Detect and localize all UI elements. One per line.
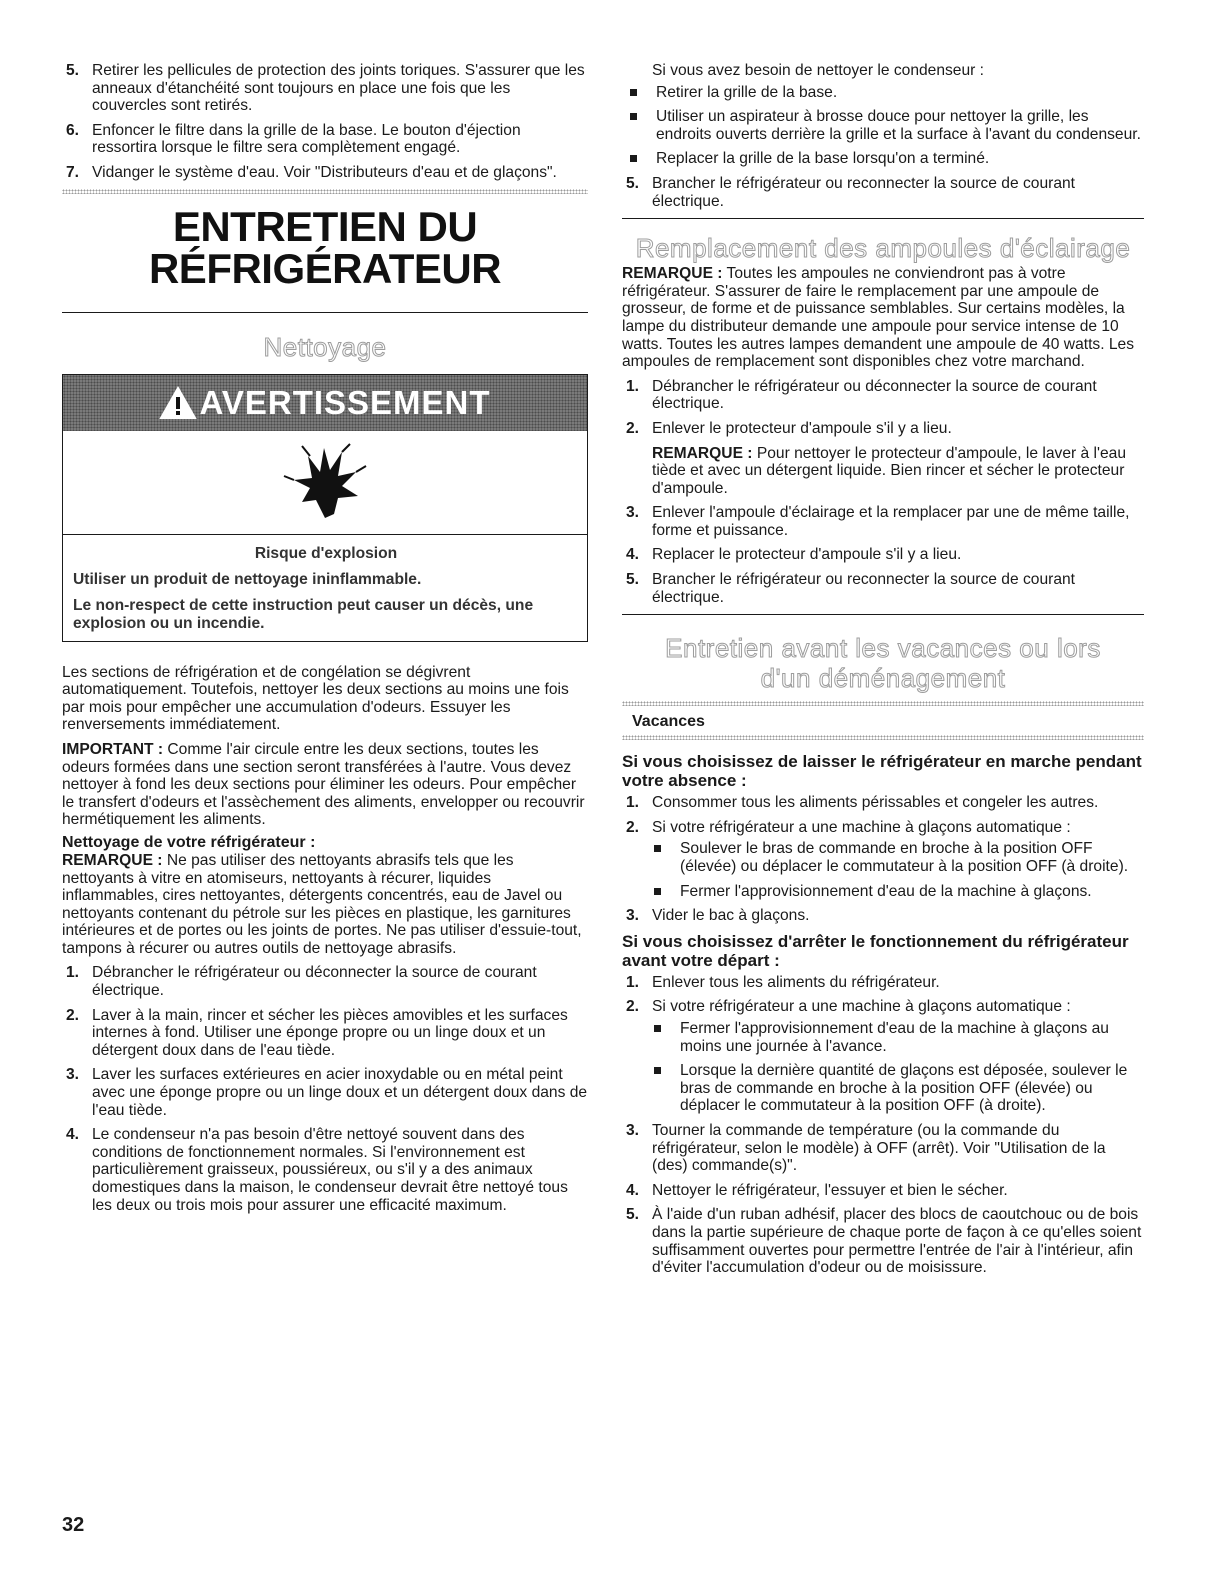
dotted-divider: [62, 189, 588, 194]
list-item: 4. Le condenseur n'a pas besoin d'être nettoyé souvent dans des conditions de fonctionnement normales. Si l'environnement est particulièrement graisseux, poussiéreux, ou s'il y a des animaux domestiques dans la maison, le condenseur devrait être nettoyé tous les deux ou trois mois pour assurer une efficacité maximum.: [66, 1126, 568, 1214]
list-item: Lorsque la dernière quantité de glaçons est déposée, soulever le bras de commande en broche à la position OFF (élevée) ou déplacer le commutateur à la position OFF (à droite).: [650, 1062, 1144, 1115]
dotted-divider: [622, 701, 1144, 706]
bulb-steps-2: [622, 504, 1144, 606]
list-item: 3. Laver les surfaces extérieures en acier inoxydable ou en métal peint avec une éponge propre ou un linge doux et un détergent doux dans de l'eau tiède.: [66, 1066, 588, 1119]
list-item: 1. Consommer tous les aliments périssables et congeler les autres.: [626, 794, 1099, 812]
para-remarque: REMARQUE : Ne pas utiliser des nettoyants abrasifs tels que les nettoyants à vitre en atomiseurs, nettoyants à récurer, liquides inflammables, cires nettoyantes, détergents concentrés, eau de Javel ou nettoyants contenant du pétrole sur les pièces en plastique, les garnitures intérieures et de portes ou les joints de portes. Ne pas utiliser d'essuie-tout, tampons à récurer ou autres outils de nettoyage abrasifs.: [62, 851, 582, 957]
list-item: 2. Si votre réfrigérateur a une machine à glaçons automatique : Fermer l'approvisionnement d'eau de la machine à glaçons au moins une journée à l'avance. Lorsque la dernière quantité de glaçons est déposée, soulever le bras de commande en broche à la position OFF (élevée) ou déplacer le commutateur à la position OFF (à droite).: [622, 998, 1144, 1115]
page-number: 32: [62, 1514, 85, 1536]
divider: [62, 312, 588, 313]
list-item: 2. Laver à la main, rincer et sécher les pièces amovibles et les surfaces internes à fond. Utiliser une éponge propre ou un linge doux et un détergent doux dans de l'eau tiède.: [66, 1006, 568, 1059]
dotted-divider: [622, 735, 1144, 740]
list-item: 3. Tourner la commande de température (ou la commande du réfrigérateur, selon le modèle) à OFF (arrêt). Voir "Utilisation de la (des) commande(s)".: [626, 1121, 1106, 1175]
cleaning-heading: Nettoyage de votre réfrigérateur :: [62, 833, 316, 851]
right-column: [622, 62, 1144, 1284]
bulb-note: REMARQUE : Pour nettoyer le protecteur d'ampoule, le laver à l'eau tiède et avec un détergent liquide. Bien rincer et sécher le protecteur d'ampoule.: [652, 444, 1126, 497]
list-item: 6. Enfoncer le filtre dans la grille de la base. Le bouton d'éjection ressortira lorsque le filtre sera complètement engagé.: [66, 121, 521, 157]
list-item: 1. Débrancher le réfrigérateur ou déconnecter la source de courant électrique.: [626, 377, 1097, 413]
section-title-nettoyage: Nettoyage: [263, 331, 387, 362]
list-item: 4. Replacer le protecteur d'ampoule s'il y a lieu.: [626, 546, 962, 564]
warning-body: Risque d'explosion Utiliser un produit de nettoyage ininflammable. Le non-respect de cette instruction peut causer un décès, une explosion ou un incendie.: [73, 544, 534, 632]
warning-header: AVERTISSEMENT: [63, 375, 587, 431]
section-title-vacation: Entretien avant les vacances ou lors d'un déménagement: [665, 633, 1101, 694]
list-item: 1. Enlever tous les aliments du réfrigérateur.: [626, 973, 940, 991]
list-item: 3. Vider le bac à glaçons.: [626, 907, 810, 925]
list-item: Fermer l'approvisionnement d'eau de la machine à glaçons au moins une journée à l'avance.: [650, 1020, 1144, 1055]
keep-steps: [622, 794, 1144, 925]
page-title: ENTRETIEN DU RÉFRIGÉRATEUR: [148, 202, 502, 292]
list-item: 2. Si votre réfrigérateur a une machine à glaçons automatique : Soulever le bras de commande en broche à la position OFF (élevée) ou déplacer le commutateur à la position OFF (à droite). Fermer l'approvisionnement d'eau de la machine à glaçons.: [622, 819, 1144, 900]
stop-bullets: [650, 1020, 1144, 1115]
warning-box: [62, 374, 588, 642]
stop-heading: Si vous choisissez d'arrêter le fonctionnement du réfrigérateur avant votre départ :: [622, 931, 1129, 970]
list-item: 5. Brancher le réfrigérateur ou reconnecter la source de courant électrique.: [626, 571, 1075, 606]
explosion-icon-area: [63, 431, 587, 535]
condenser-intro: Si vous avez besoin de nettoyer le condenseur :: [652, 62, 985, 79]
list-item: Retirer la grille de la base.: [626, 84, 1144, 102]
bulbs-remarque: REMARQUE : Toutes les ampoules ne conviendront pas à votre réfrigérateur. S'assurer de faire le remplacement par une ampoule de grosseur, de forme et de puissance semblables. Sur certains modèles, la lampe du distributeur demande une ampoule pour service intense de 10 watts. Toutes les autres lampes demandent une ampoule de 40 watts. Les ampoules de remplacement sont disponibles chez votre marchand.: [622, 265, 1135, 371]
warning-triangle-icon: [159, 386, 197, 420]
list-item: Utiliser un aspirateur à brosse douce pour nettoyer la grille, les endroits ouverts derrière la grille et la surface à l'avant du condenseur.: [626, 108, 1144, 143]
vacances-label: Vacances: [632, 713, 705, 731]
stop-steps: [622, 974, 1144, 1277]
divider: [622, 218, 1144, 219]
list-item: 7. Vidanger le système d'eau. Voir "Distributeurs d'eau et de glaçons".: [66, 163, 557, 181]
keep-bullets: [650, 840, 1144, 900]
list-item: Fermer l'approvisionnement d'eau de la machine à glaçons.: [650, 883, 1144, 901]
list-item: 5. Retirer les pellicules de protection des joints toriques. S'assurer que les anneaux d'étanchéité sont toujours en place une fois que les couvercles sont retirés.: [66, 62, 585, 115]
para-defrost: Les sections de réfrigération et de congélation se dégivrent automatiquement. Toutefois, nettoyer les deux sections au moins une fois par mois pour empêcher une accumulation d'odeurs. Essuyer les renversements immédiatement.: [62, 663, 569, 734]
condenser-bullets: [626, 84, 1144, 168]
explosion-icon: [280, 442, 370, 522]
bulb-steps: [622, 378, 1144, 438]
section-title-bulbs: Remplacement des ampoules d'éclairage: [635, 233, 1131, 264]
clean-steps: [62, 964, 588, 1214]
list-item: 3. Enlever l'ampoule d'éclairage et la remplacer par une de même taille, forme et puissance.: [626, 504, 1130, 539]
left-column: [62, 62, 588, 1221]
divider: [622, 614, 1144, 615]
list-item: 5. Brancher le réfrigérateur ou reconnecter la source de courant électrique.: [626, 174, 1075, 210]
list-item: 1. Débrancher le réfrigérateur ou déconnecter la source de courant électrique.: [66, 964, 537, 1000]
list-item: 2. Enlever le protecteur d'ampoule s'il y a lieu.: [626, 419, 952, 437]
condenser-step-5: [622, 175, 1144, 210]
keep-running-heading: Si vous choisissez de laisser le réfrigérateur en marche pendant votre absence :: [622, 752, 1142, 791]
list-item: Soulever le bras de commande en broche à la position OFF (élevée) ou déplacer le commutateur à la position OFF (à droite).: [650, 840, 1144, 875]
list-item: 4. Nettoyer le réfrigérateur, l'essuyer et bien le sécher.: [626, 1181, 1008, 1199]
intro-steps: [62, 62, 588, 182]
para-important: IMPORTANT : Comme l'air circule entre les deux sections, toutes les odeurs formées dans une section seront transférées à l'autre. Vous devez nettoyer à fond les deux sections pour éliminer les odeurs. Pour empêcher le transfert d'odeurs et l'assèchement des aliments, envelopper ou recouvrir hermétiquement les aliments.: [62, 740, 585, 829]
list-item: 5. À l'aide d'un ruban adhésif, placer des blocs de caoutchouc ou de bois dans la partie supérieure de chaque porte de façon à ce qu'elles soient suffisamment ouvertes pour permettre l'entrée de l'air à l'intérieur, afin d'éviter l'accumulation d'odeur ou de moisissure.: [626, 1206, 1142, 1277]
list-item: Replacer la grille de la base lorsqu'on a terminé.: [626, 150, 1144, 168]
